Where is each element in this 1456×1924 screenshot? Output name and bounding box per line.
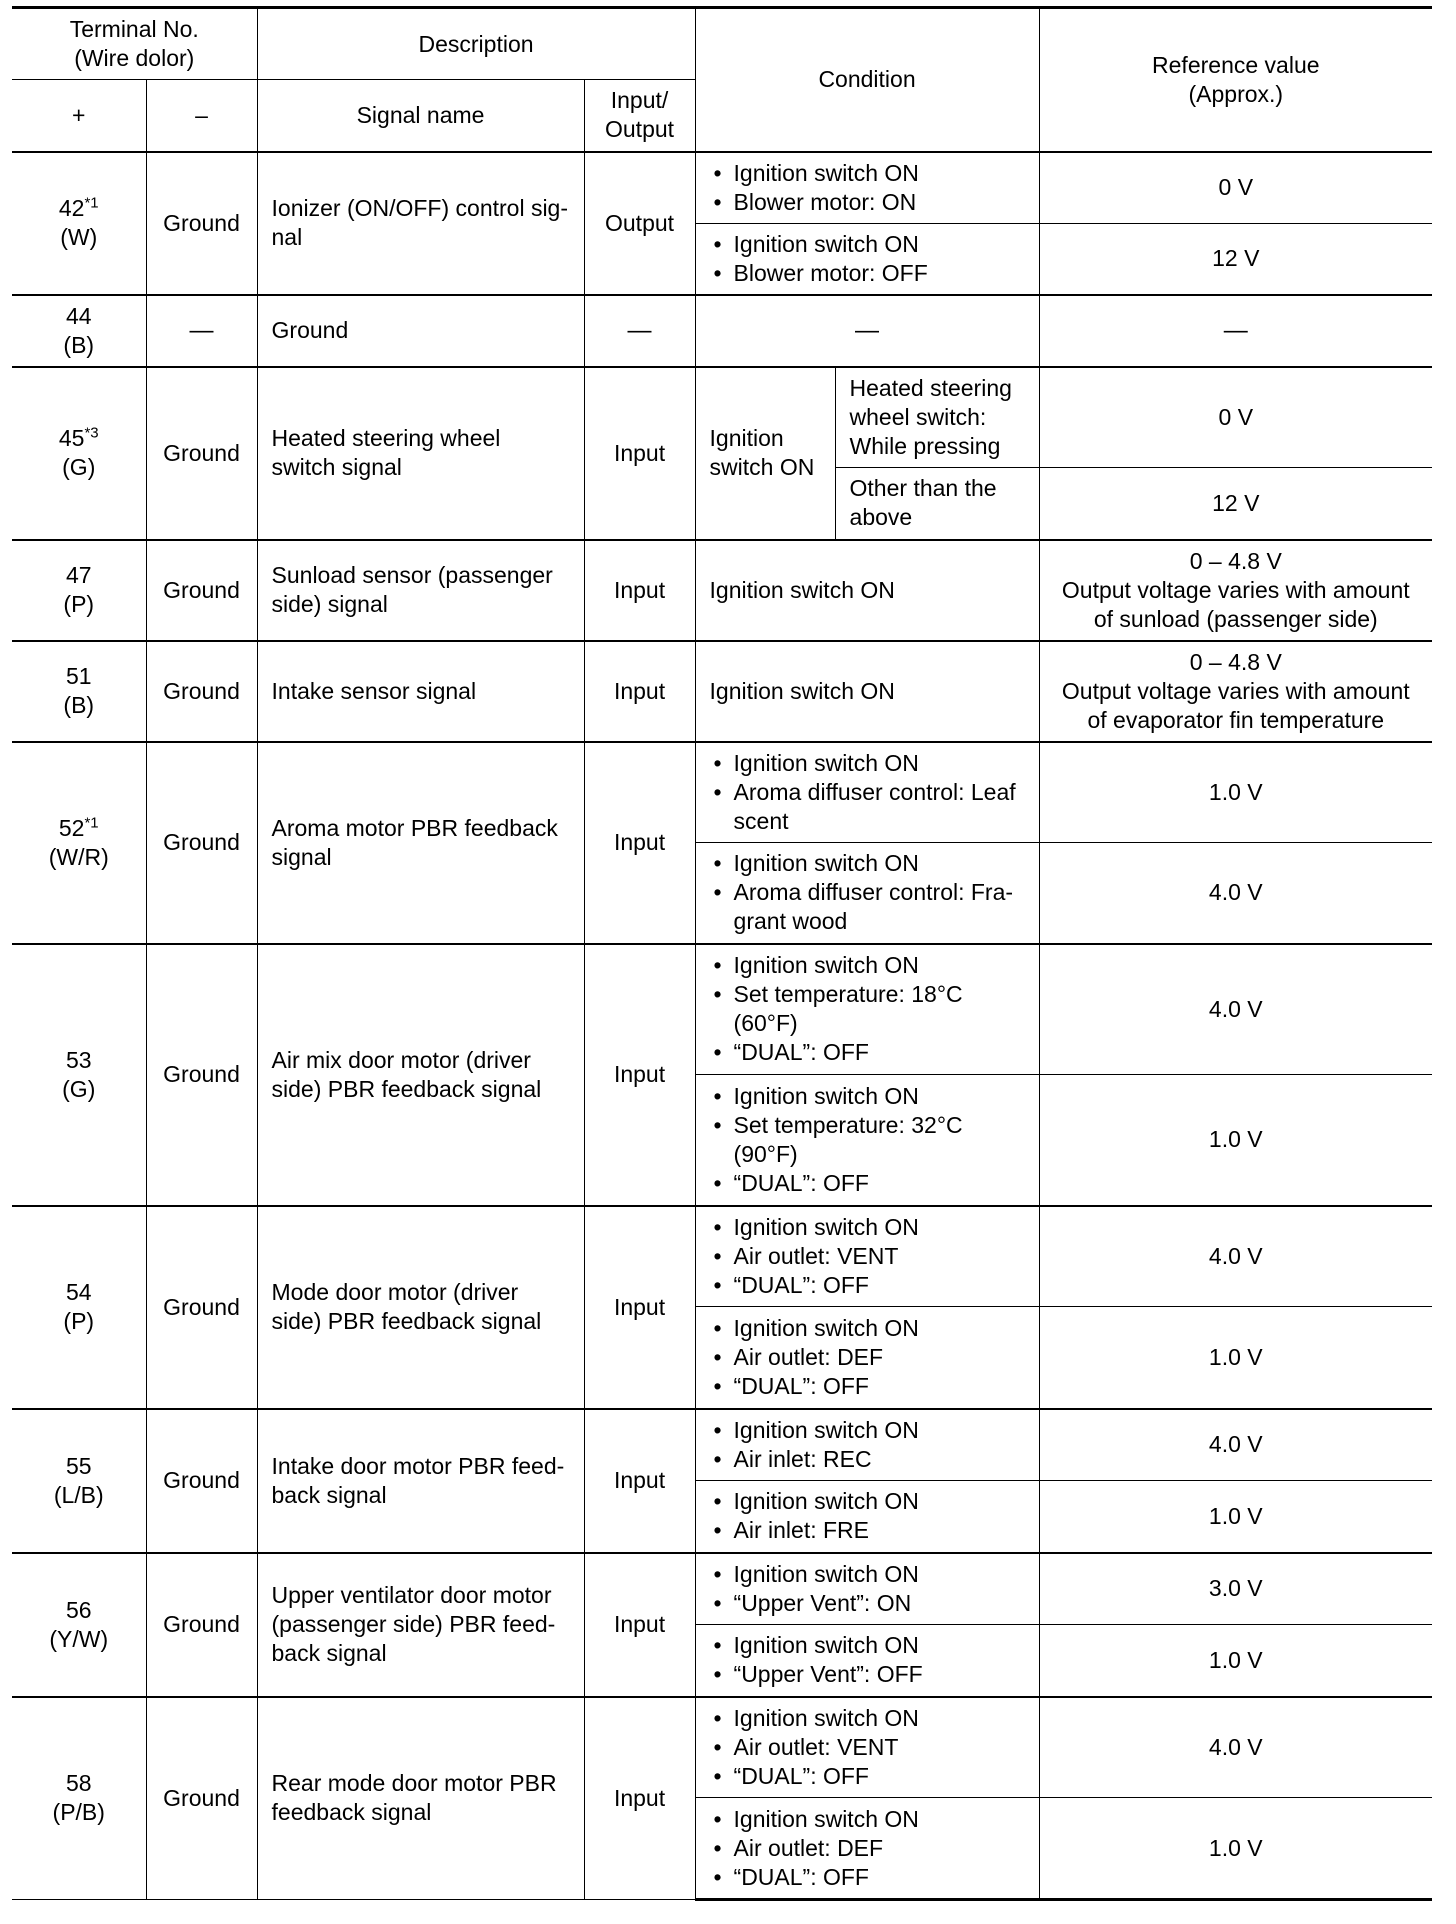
condition-item: • “DUAL”: OFF — [710, 1372, 1025, 1401]
condition-cell: Ignition switch ON — [695, 641, 1039, 742]
terminal-number: 42 — [58, 195, 85, 221]
input-output-cell: Input — [584, 1553, 695, 1697]
reference-value-line: of evaporator fin temperature — [1087, 706, 1385, 733]
negative-terminal-cell: Ground — [146, 742, 257, 944]
terminal-cell — [12, 367, 146, 540]
condition-list — [710, 1704, 1025, 1791]
terminal-number-line — [26, 1452, 132, 1481]
table-row — [12, 1409, 1432, 1481]
terminal-number-line — [26, 194, 132, 223]
approx-label: (Approx.) — [1188, 80, 1284, 107]
terminal-cell — [12, 295, 146, 367]
terminal-cell — [12, 1697, 146, 1900]
condition-item: • Ignition switch ON — [710, 1805, 1025, 1834]
wire-color: (B) — [63, 331, 95, 358]
condition-cell — [695, 224, 1039, 295]
condition-list — [710, 1082, 1025, 1198]
table-row — [12, 295, 1432, 367]
table-row — [12, 152, 1432, 224]
condition-item: • Ignition switch ON — [710, 1487, 1025, 1516]
terminal-number-line — [26, 1769, 132, 1798]
terminal-cell — [12, 641, 146, 742]
reference-value-cell: 4.0 V — [1039, 1697, 1432, 1798]
terminal-cell — [12, 1206, 146, 1409]
terminal-note: *1 — [84, 813, 99, 831]
table-row — [12, 367, 1432, 468]
condition-list — [710, 230, 1025, 288]
condition-cell — [695, 843, 1039, 944]
condition-item: • Ignition switch ON — [710, 1631, 1025, 1660]
condition-item: • Ignition switch ON — [710, 1560, 1025, 1589]
signal-name-cell: Sunload sensor (passenger side) signal — [257, 540, 584, 641]
input-output-cell: Input — [584, 1206, 695, 1409]
table-row — [12, 1553, 1432, 1625]
condition-list — [710, 1213, 1025, 1300]
negative-terminal-cell: Ground — [146, 540, 257, 641]
condition-item: • Ignition switch ON — [710, 749, 1025, 778]
description-header: Description — [257, 8, 695, 80]
wire-color: (P) — [63, 1308, 95, 1334]
reference-value-cell: 1.0 V — [1039, 1798, 1432, 1900]
input-output-cell: Input — [584, 1697, 695, 1900]
terminal-no-header — [12, 8, 257, 80]
terminal-cell — [12, 1553, 146, 1697]
reference-value-cell: 0 V — [1039, 367, 1432, 468]
wire-color: (Y/W) — [49, 1625, 109, 1652]
reference-value-cell: 4.0 V — [1039, 1409, 1432, 1481]
condition-cell: Ignition switch ON — [695, 540, 1039, 641]
signal-name-cell: Ground — [257, 295, 584, 367]
condition-item: • Ignition switch ON — [710, 1082, 1025, 1111]
condition-list — [710, 951, 1025, 1067]
wire-color: (L/B) — [53, 1481, 104, 1508]
input-output-cell: Input — [584, 742, 695, 944]
signal-name-cell: Upper ventilator door motor (passenger side) PBR feed-back signal — [257, 1553, 584, 1697]
condition-item: • “Upper Vent”: OFF — [710, 1660, 1025, 1689]
condition-cell — [695, 1307, 1039, 1409]
condition-list — [710, 1487, 1025, 1545]
condition-list — [710, 159, 1025, 217]
sub-condition-cell: Other than the above — [835, 468, 1039, 540]
condition-item: • Ignition switch ON — [710, 951, 1025, 980]
condition-item: • Blower motor: ON — [710, 188, 1025, 217]
terminal-number: 56 — [65, 1596, 92, 1623]
negative-terminal-cell: Ground — [146, 944, 257, 1206]
terminal-number-line — [26, 1278, 132, 1307]
terminal-number: 54 — [65, 1279, 92, 1305]
table-row — [12, 742, 1432, 843]
terminal-reference-table — [12, 6, 1432, 1901]
reference-value-cell: 12 V — [1039, 468, 1432, 540]
condition-item: • Ignition switch ON — [710, 159, 1025, 188]
reference-value-cell: 1.0 V — [1039, 1625, 1432, 1697]
condition-header: Condition — [695, 8, 1039, 152]
terminal-number: 45 — [58, 425, 85, 451]
reference-value-cell: 1.0 V — [1039, 1307, 1432, 1409]
terminal-number: 44 — [65, 302, 92, 329]
negative-terminal-cell: Ground — [146, 1553, 257, 1697]
plus-header: + — [12, 80, 146, 152]
reference-value-cell: 4.0 V — [1039, 843, 1432, 944]
condition-item: • Air outlet: VENT — [710, 1733, 1025, 1762]
minus-header: – — [146, 80, 257, 152]
condition-main-cell: Ignition switch ON — [695, 367, 835, 540]
condition-cell — [695, 1553, 1039, 1625]
condition-item: • Set temperature: 18°C (60°F) — [710, 980, 1025, 1038]
terminal-number-line — [26, 561, 132, 590]
reference-value-cell: 3.0 V — [1039, 1553, 1432, 1625]
reference-value-cell: 4.0 V — [1039, 944, 1432, 1075]
table-row — [12, 641, 1432, 742]
reference-value-cell: — — [1039, 295, 1432, 367]
condition-item: • “DUAL”: OFF — [710, 1863, 1025, 1892]
wire-color: (P/B) — [52, 1799, 105, 1826]
terminal-number: 47 — [65, 562, 92, 588]
condition-cell — [695, 742, 1039, 843]
condition-item: • Air inlet: REC — [710, 1445, 1025, 1474]
reference-value-line: 0 – 4.8 V — [1189, 648, 1282, 675]
input-output-cell: — — [584, 295, 695, 367]
signal-name-cell: Aroma motor PBR feedback signal — [257, 742, 584, 944]
terminal-number-line — [26, 302, 132, 331]
condition-cell: — — [695, 295, 1039, 367]
reference-value-label: Reference value — [1152, 51, 1320, 78]
condition-list — [710, 749, 1025, 836]
reference-value-cell: 1.0 V — [1039, 1075, 1432, 1206]
terminal-note: *1 — [84, 194, 99, 212]
input-output-cell: Input — [584, 540, 695, 641]
condition-cell — [695, 1409, 1039, 1481]
condition-item: • Ignition switch ON — [710, 230, 1025, 259]
negative-terminal-cell: Ground — [146, 152, 257, 295]
condition-item: • Ignition switch ON — [710, 849, 1025, 878]
wire-color: (W) — [60, 224, 98, 250]
terminal-cell — [12, 944, 146, 1206]
condition-item: • Blower motor: OFF — [710, 259, 1025, 288]
condition-list — [710, 1805, 1025, 1892]
reference-value-cell: 0 V — [1039, 152, 1432, 224]
terminal-reference-document — [12, 6, 1432, 1901]
negative-terminal-cell: Ground — [146, 1697, 257, 1900]
terminal-cell — [12, 742, 146, 944]
terminal-number: 55 — [65, 1452, 92, 1479]
terminal-number: 58 — [65, 1770, 92, 1797]
condition-list — [710, 1631, 1025, 1689]
reference-value-cell: 12 V — [1039, 224, 1432, 295]
reference-value-line: of sunload (passenger side) — [1093, 605, 1378, 632]
condition-item: • Air inlet: FRE — [710, 1516, 1025, 1545]
sub-condition-cell: Heated steering wheel switch: While pressing — [835, 367, 1039, 468]
input-output-cell: Input — [584, 641, 695, 742]
reference-value-header — [1039, 8, 1432, 152]
wire-color: (G) — [62, 454, 96, 480]
condition-item: • Ignition switch ON — [710, 1704, 1025, 1733]
input-output-header: Input/ Output — [584, 80, 695, 152]
condition-item: • Ignition switch ON — [710, 1314, 1025, 1343]
terminal-cell — [12, 152, 146, 295]
condition-cell — [695, 1697, 1039, 1798]
condition-item: • “DUAL”: OFF — [710, 1762, 1025, 1791]
condition-item: • Set temperature: 32°C (90°F) — [710, 1111, 1025, 1169]
terminal-note: *3 — [84, 424, 99, 442]
terminal-number: 52 — [58, 814, 85, 841]
signal-name-cell: Heated steering wheel switch signal — [257, 367, 584, 540]
condition-cell — [695, 1075, 1039, 1206]
table-row — [12, 944, 1432, 1075]
negative-terminal-cell: Ground — [146, 641, 257, 742]
terminal-number: 51 — [65, 663, 92, 689]
terminal-number-line — [26, 1046, 132, 1075]
condition-item: • “DUAL”: OFF — [710, 1169, 1025, 1198]
table-header — [12, 8, 1432, 152]
negative-terminal-cell: — — [146, 295, 257, 367]
table-row — [12, 1206, 1432, 1307]
reference-value-line: Output voltage varies with amount — [1061, 576, 1410, 603]
input-output-cell: Input — [584, 1409, 695, 1553]
table-row — [12, 540, 1432, 641]
reference-value-cell: 1.0 V — [1039, 1481, 1432, 1553]
terminal-number-line — [26, 1596, 132, 1625]
condition-cell — [695, 1625, 1039, 1697]
condition-item: • Air outlet: DEF — [710, 1343, 1025, 1372]
terminal-number-line — [26, 814, 132, 843]
condition-cell — [695, 1798, 1039, 1900]
signal-name-cell: Mode door motor (driver side) PBR feedback signal — [257, 1206, 584, 1409]
condition-item: • Aroma diffuser control: Fra-grant wood — [710, 878, 1025, 936]
negative-terminal-cell: Ground — [146, 1409, 257, 1553]
reference-value-cell: 1.0 V — [1039, 742, 1432, 843]
signal-name-cell: Rear mode door motor PBR feedback signal — [257, 1697, 584, 1900]
reference-value-line: Output voltage varies with amount — [1061, 677, 1410, 704]
reference-value-line: 0 – 4.8 V — [1189, 547, 1282, 574]
condition-item: • Ignition switch ON — [710, 1416, 1025, 1445]
wire-color: (G) — [62, 1075, 96, 1102]
signal-name-cell: Air mix door motor (driver side) PBR feedback signal — [257, 944, 584, 1206]
condition-list — [710, 1560, 1025, 1618]
input-output-cell: Input — [584, 367, 695, 540]
condition-list — [710, 1314, 1025, 1401]
condition-list — [710, 1416, 1025, 1474]
wire-color: (P) — [63, 591, 95, 617]
terminal-cell — [12, 540, 146, 641]
input-output-cell: Input — [584, 944, 695, 1206]
condition-item: • “DUAL”: OFF — [710, 1038, 1025, 1067]
reference-value-cell: 4.0 V — [1039, 1206, 1432, 1307]
condition-item: • “DUAL”: OFF — [710, 1271, 1025, 1300]
condition-item: • Ignition switch ON — [710, 1213, 1025, 1242]
condition-cell — [695, 152, 1039, 224]
wire-color: (B) — [63, 692, 95, 718]
condition-item: • “Upper Vent”: ON — [710, 1589, 1025, 1618]
signal-name-cell: Intake door motor PBR feed-back signal — [257, 1409, 584, 1553]
signal-name-header: Signal name — [257, 80, 584, 152]
input-output-cell: Output — [584, 152, 695, 295]
condition-cell — [695, 1206, 1039, 1307]
terminal-no-label: Terminal No. — [69, 16, 199, 42]
signal-name-cell: Ionizer (ON/OFF) control sig-nal — [257, 152, 584, 295]
table-row — [12, 1697, 1432, 1798]
terminal-number: 53 — [65, 1046, 92, 1073]
terminal-cell — [12, 1409, 146, 1553]
negative-terminal-cell: Ground — [146, 367, 257, 540]
terminal-number-line — [26, 662, 132, 691]
reference-value-cell — [1039, 641, 1432, 742]
condition-cell — [695, 944, 1039, 1075]
wire-color-label: (Wire dolor) — [74, 45, 195, 71]
negative-terminal-cell: Ground — [146, 1206, 257, 1409]
condition-list — [710, 849, 1025, 936]
terminal-number-line — [26, 424, 132, 453]
table-body — [12, 152, 1432, 1900]
condition-item: • Air outlet: DEF — [710, 1834, 1025, 1863]
wire-color: (W/R) — [48, 843, 109, 870]
signal-name-cell: Intake sensor signal — [257, 641, 584, 742]
condition-item: • Aroma diffuser control: Leaf scent — [710, 778, 1025, 836]
reference-value-cell — [1039, 540, 1432, 641]
condition-cell — [695, 1481, 1039, 1553]
condition-item: • Air outlet: VENT — [710, 1242, 1025, 1271]
